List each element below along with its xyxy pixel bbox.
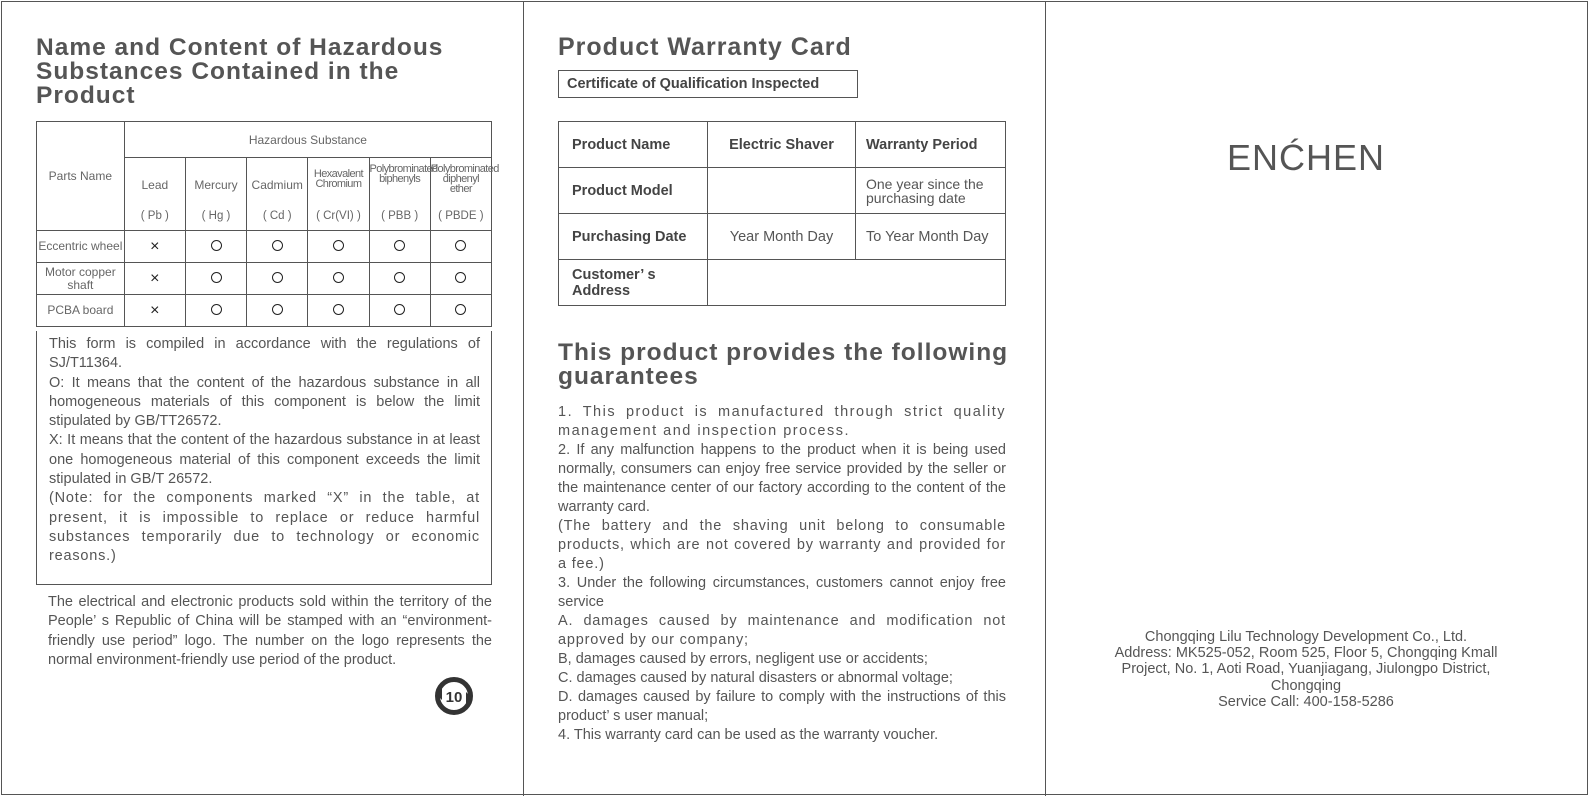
o-mark xyxy=(272,304,283,315)
warranty-table xyxy=(558,121,1006,306)
note-x-meaning: X: It means that the content of the hazardous substance in at least one homogeneous material of this component exceeds the limit stipulated in GB/T 26572. xyxy=(49,432,480,488)
table-row: PCBA board × xyxy=(37,295,492,327)
certificate-label: Certificate of Qualification Inspected xyxy=(558,70,858,98)
customer-address-field[interactable] xyxy=(708,260,1006,306)
table-row: Eccentric wheel × xyxy=(37,231,492,263)
o-mark xyxy=(455,272,466,283)
list-item: 4. This warranty card can be used as the warranty voucher. xyxy=(558,727,939,743)
list-item: (The battery and the shaving unit belong to consumable products, which are not covered by warranty and provided for a fee.) xyxy=(558,518,1006,572)
table-row: Customer’ s Address xyxy=(559,260,1006,306)
o-mark xyxy=(333,272,344,283)
table-row: Purchasing Date Year Month Day To Year Month Day xyxy=(559,214,1006,260)
o-mark xyxy=(394,272,405,283)
brand-logo: ENĆHEN xyxy=(1226,137,1385,178)
list-item: B, damages caused by errors, negligent use or accidents; xyxy=(558,651,928,667)
table-row: Product Name Electric Shaver Warranty Period xyxy=(559,122,1006,168)
o-mark xyxy=(455,240,466,251)
eco-period-number: 10 xyxy=(445,689,463,706)
warranty-title: Product Warranty Card xyxy=(558,33,852,61)
purchasing-date-field[interactable]: Year Month Day xyxy=(708,214,856,260)
table-row: Motor copper shaft × xyxy=(37,263,492,295)
parts-name-header: Parts Name xyxy=(37,122,125,231)
o-mark xyxy=(272,272,283,283)
hazardous-table xyxy=(36,121,499,327)
note-regulation: This form is compiled in accordance with the regulations of SJ/T11364. xyxy=(49,336,480,372)
col-hexavalent-chromium: Hexavalent Chromium ( Cr(VI) ) xyxy=(308,158,369,231)
col-pbde: Polybrominated diphenyl ether ( PBDE ) xyxy=(430,158,491,231)
col-lead: Lead ( Pb ) xyxy=(124,158,185,231)
list-item: 3. Under the following circumstances, customers cannot enjoy free service xyxy=(558,575,1006,610)
o-mark xyxy=(333,304,344,315)
o-mark xyxy=(211,240,222,251)
o-mark xyxy=(211,304,222,315)
o-mark xyxy=(394,304,405,315)
table-row: Product Model One year since the purchasing date xyxy=(559,168,1006,214)
company-address-line: Address: MK525-052, Room 525, Floor 5, Chongqing Kmall xyxy=(1114,645,1498,662)
o-mark xyxy=(394,240,405,251)
hazardous-substance-header: Hazardous Substance xyxy=(124,122,491,158)
product-model-field[interactable] xyxy=(708,168,856,214)
list-item: D. damages caused by failure to comply with the instructions of this product’ s user manual; xyxy=(558,689,1006,724)
company-address-line: Project, No. 1, Aoti Road, Yuanjiagang, Jiulongpo District, xyxy=(1121,661,1491,678)
col-mercury: Mercury ( Hg ) xyxy=(185,158,246,231)
fold-divider-1 xyxy=(523,1,524,796)
o-mark xyxy=(333,240,344,251)
note-x-components: (Note: for the components marked “X” in the table, at present, it is impossible to replace or reduce harmful substances temporarily due to technology or economic reasons.) xyxy=(49,490,480,565)
guarantees-title: This product provides the following guarantees xyxy=(558,339,1009,390)
list-item: C. damages caused by natural disasters or abnormal voltage; xyxy=(558,670,953,686)
warranty-end-date-field[interactable]: To Year Month Day xyxy=(856,214,1006,260)
company-name: Chongqing Lilu Technology Development Co., Ltd. xyxy=(1144,629,1468,645)
note-o-meaning: O: It means that the content of the hazardous substance in all homogeneous materials of this component is below the limit stipulated by GB/TT26572. xyxy=(49,374,480,430)
regulation-notes xyxy=(36,331,492,585)
environment-period-text: The electrical and electronic products sold within the territory of the People’ s Republic of China will be stamped with an “environment-friendly use period” logo. The number on the logo represents the normal environment-friendly use period of the product. xyxy=(48,594,492,668)
company-address-line: Chongqing xyxy=(1270,677,1342,694)
col-pbb: Polybrominated biphenyls ( PBB ) xyxy=(369,158,430,231)
company-info xyxy=(1046,629,1566,710)
hazardous-title: Name and Content of Hazardous Substances Contained in the Product xyxy=(36,34,444,109)
list-item: 2. If any malfunction happens to the product when it is being used normally, consumers can enjoy free service provided by the seller or the maintenance center of our factory according to the content of the warranty card. xyxy=(558,442,1006,515)
list-item: 1. This product is manufactured through strict quality management and inspection process. xyxy=(558,404,1006,439)
eco-period-logo-icon xyxy=(432,674,476,718)
guarantees-list xyxy=(558,403,1006,745)
o-mark xyxy=(455,304,466,315)
service-call: Service Call: 400-158-5286 xyxy=(1218,693,1394,710)
col-cadmium: Cadmium ( Cd ) xyxy=(247,158,308,231)
o-mark xyxy=(272,240,283,251)
list-item: A. damages caused by maintenance and modification not approved by our company; xyxy=(558,613,1006,648)
o-mark xyxy=(211,272,222,283)
